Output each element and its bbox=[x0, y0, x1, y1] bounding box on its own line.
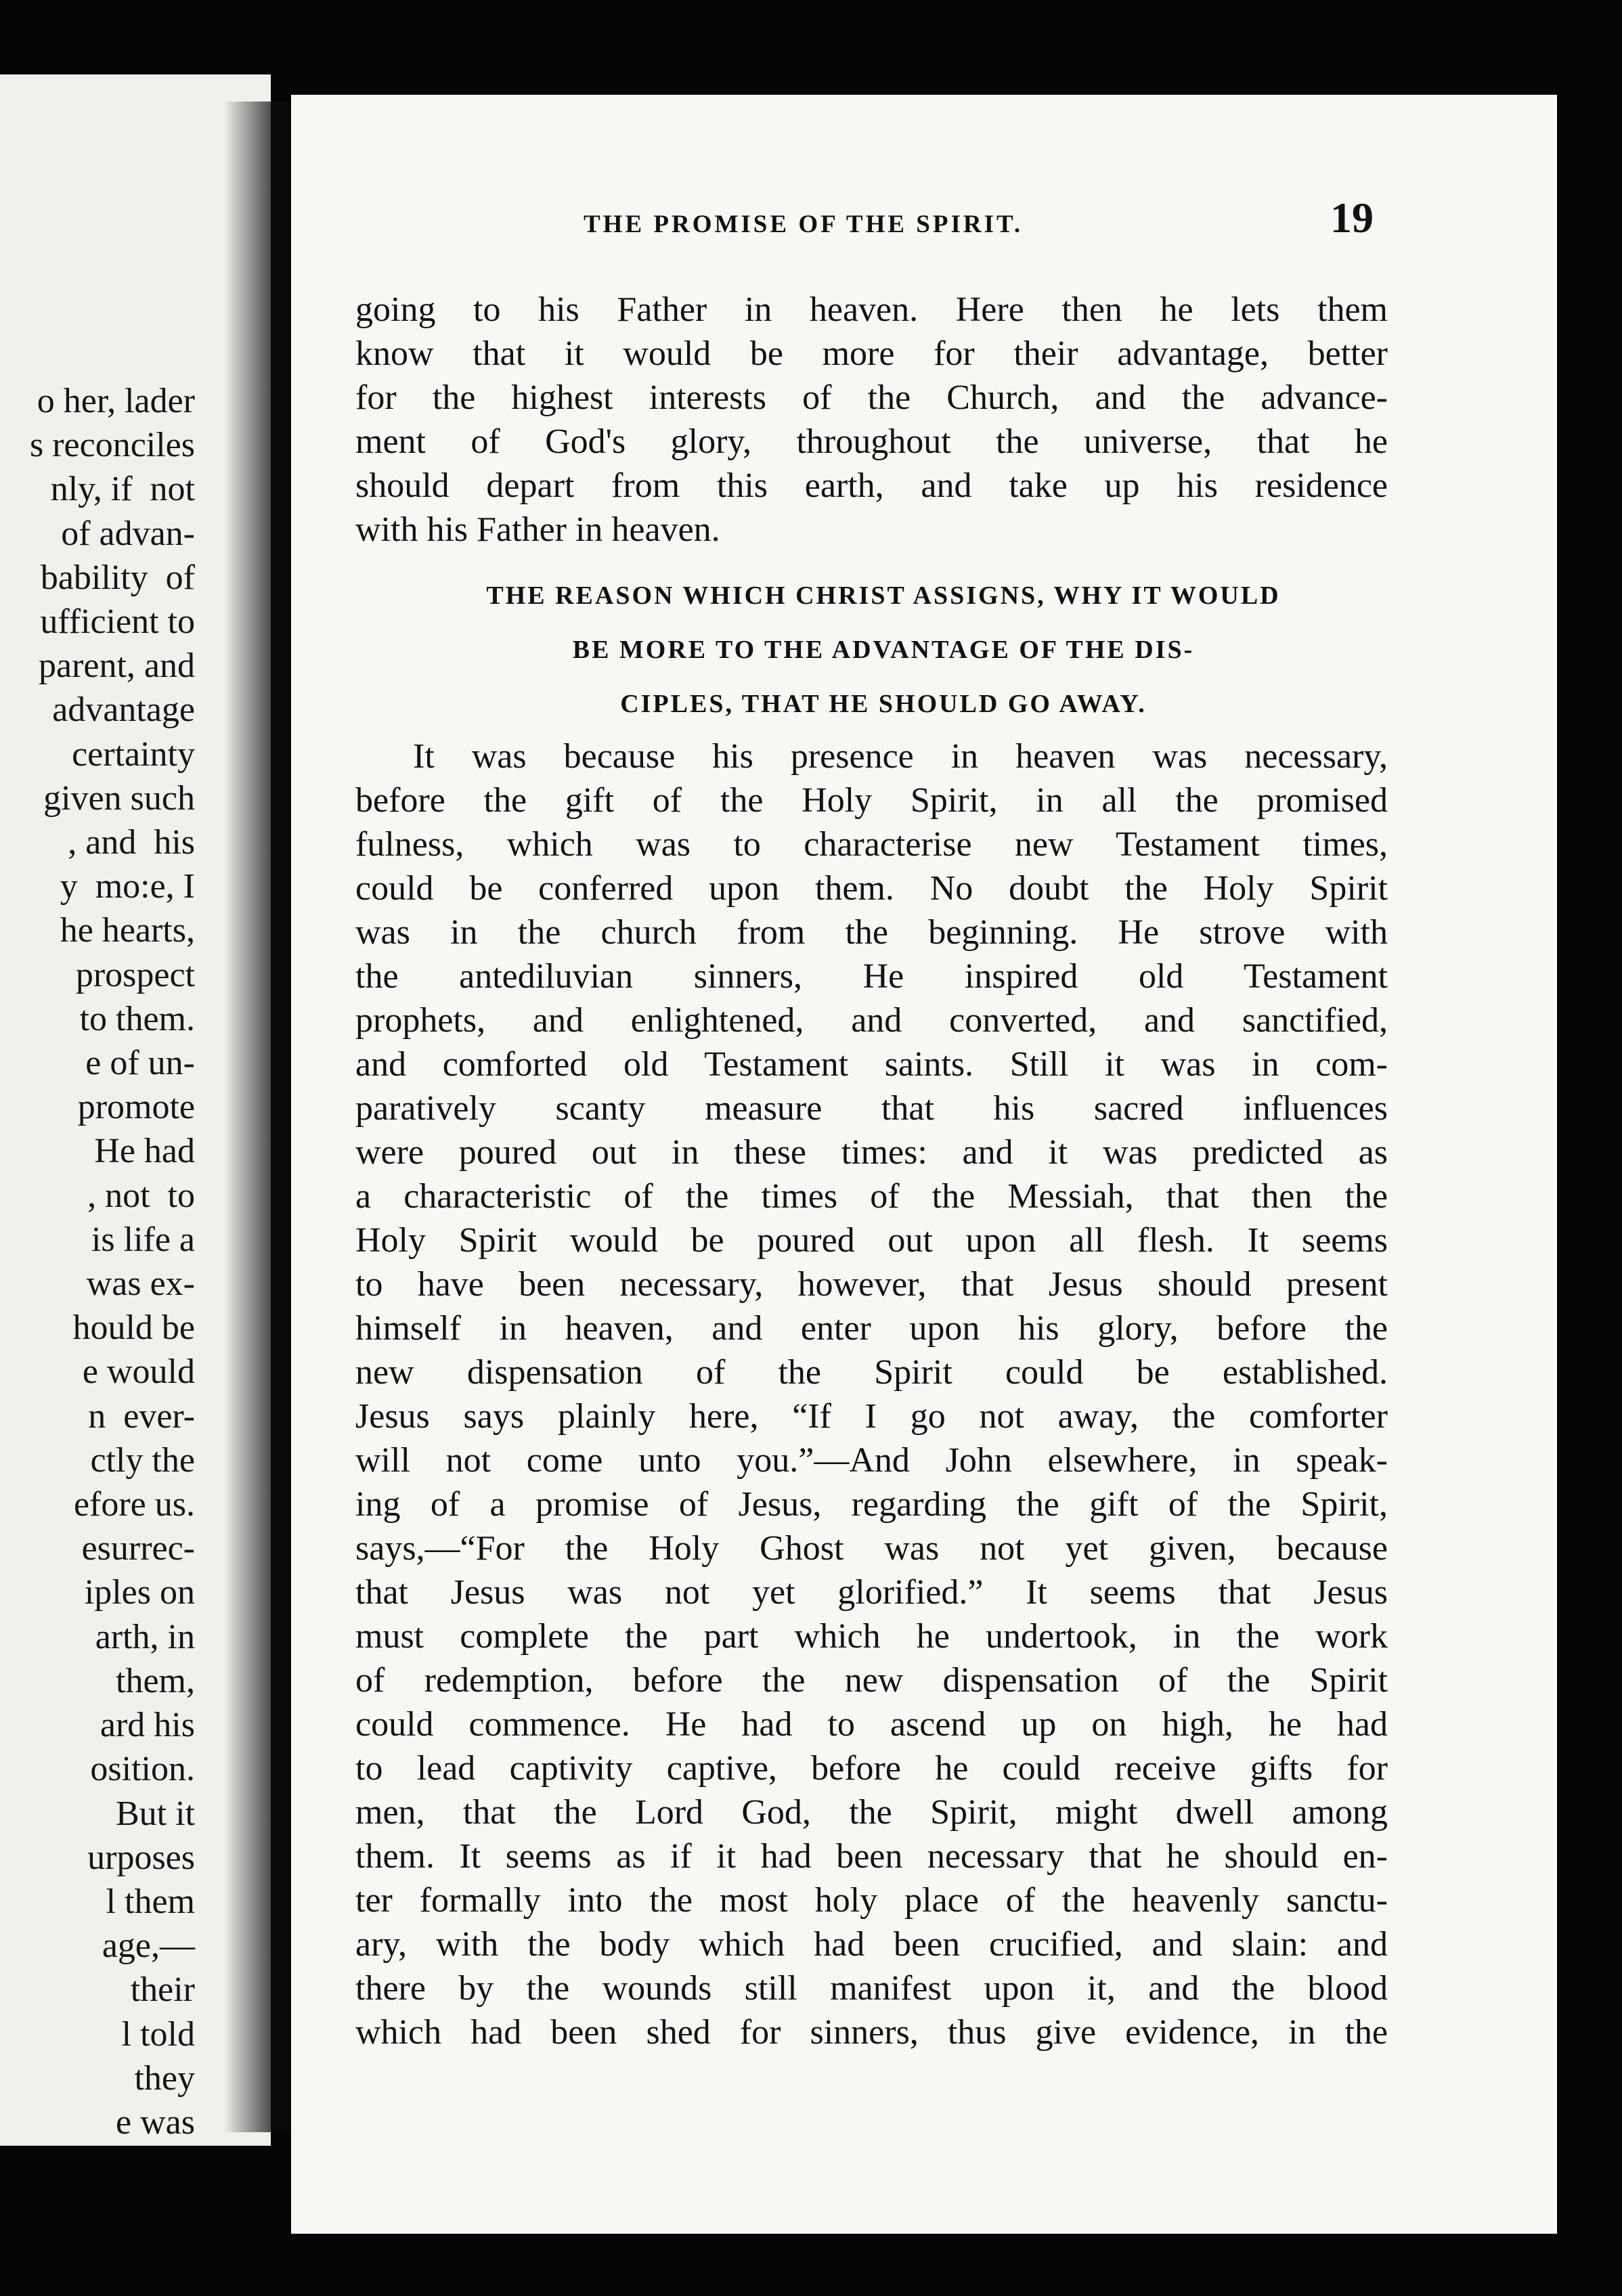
left-page-line: n ever- bbox=[88, 1396, 195, 1436]
left-page-line: they bbox=[134, 2058, 195, 2098]
text-line: will not come unto you.”—And John elsewhere, in speak- bbox=[355, 1441, 1388, 1480]
text-line: could be conferred upon them. No doubt the Holy Spirit bbox=[355, 869, 1388, 908]
text-line: there by the wounds still manifest upon it, and the blood bbox=[355, 1969, 1388, 2008]
text-line: It was because his presence in heaven was necessary, bbox=[413, 737, 1388, 776]
left-page-line: bability of bbox=[40, 558, 195, 597]
left-page-line: of advan- bbox=[61, 514, 195, 553]
text-line: fulness, which was to characterise new Testament times, bbox=[355, 825, 1388, 864]
text-line: which had been shed for sinners, thus give evidence, in the bbox=[355, 2013, 1388, 2052]
running-header: THE PROMISE OF THE SPIRIT. bbox=[584, 211, 1024, 238]
text-line: was in the church from the beginning. He strove with bbox=[355, 913, 1388, 952]
left-page-line: o her, lader bbox=[37, 382, 195, 420]
left-page-line: them, bbox=[116, 1661, 195, 1700]
text-line: ment of God's glory, throughout the universe, that he bbox=[355, 422, 1388, 461]
left-page-line: he hearts, bbox=[60, 911, 195, 950]
text-line: himself in heaven, and enter upon his glory, before the bbox=[355, 1309, 1388, 1348]
text-line: Holy Spirit would be poured out upon all flesh. It seems bbox=[355, 1221, 1388, 1260]
page-number: 19 bbox=[1330, 194, 1374, 242]
text-line: new dispensation of the Spirit could be established. bbox=[355, 1353, 1388, 1392]
text-line: with his Father in heaven. bbox=[355, 510, 720, 549]
text-line: ary, with the body which had been crucified, and slain: and bbox=[355, 1925, 1388, 1964]
text-line: ing of a promise of Jesus, regarding the gift of the Spirit, bbox=[355, 1485, 1388, 1524]
text-line: says,—“For the Holy Ghost was not yet given, because bbox=[355, 1529, 1388, 1568]
text-line: that Jesus was not yet glorified.” It seems that Jesus bbox=[355, 1573, 1388, 1612]
left-page-line: parent, and bbox=[38, 646, 195, 686]
left-page-line: e was bbox=[116, 2102, 195, 2142]
left-page-line: age,— bbox=[102, 1926, 195, 1966]
left-page-line: advantage bbox=[52, 690, 195, 730]
left-page-line: s reconciles bbox=[29, 426, 195, 465]
left-page-text bbox=[30, 379, 195, 2144]
text-line: know that it would be more for their advantage, better bbox=[355, 334, 1388, 373]
left-page-line: e would bbox=[82, 1352, 195, 1392]
left-page-line: ctly the bbox=[90, 1440, 195, 1480]
left-page-line: , not to bbox=[87, 1176, 195, 1215]
left-page-line: esurrec- bbox=[81, 1529, 195, 1568]
left-page-line: certainty bbox=[72, 734, 195, 774]
book-gutter-shadow bbox=[223, 102, 291, 2132]
left-page-line: ufficient to bbox=[40, 602, 195, 642]
text-line: for the highest interests of the Church, and the advance- bbox=[355, 378, 1388, 417]
left-page-line: urposes bbox=[87, 1838, 195, 1877]
left-page-line: given such bbox=[43, 778, 195, 818]
left-page-line: e of un- bbox=[85, 1044, 195, 1083]
left-page-line: But it bbox=[115, 1794, 195, 1833]
text-line: paratively scanty measure that his sacred influences bbox=[355, 1089, 1388, 1128]
left-page-line: promote bbox=[77, 1088, 195, 1127]
left-page-line: osition. bbox=[90, 1750, 195, 1789]
text-line: a characteristic of the times of the Messiah, that then the bbox=[355, 1177, 1388, 1216]
text-line: to lead captivity captive, before he could receive gifts for bbox=[355, 1749, 1388, 1788]
text-line: and comforted old Testament saints. Still it was in com- bbox=[355, 1045, 1388, 1084]
section-heading-line: BE MORE TO THE ADVANTAGE OF THE DIS- bbox=[572, 636, 1195, 664]
text-line: before the gift of the Holy Spirit, in all the promised bbox=[355, 781, 1388, 820]
text-line: must complete the part which he undertook, in the work bbox=[355, 1617, 1388, 1656]
left-page-line: l told bbox=[121, 2014, 195, 2054]
left-page-line: , and his bbox=[68, 823, 195, 862]
text-line: should depart from this earth, and take up his residence bbox=[355, 466, 1388, 505]
left-page-line: ard his bbox=[100, 1706, 195, 1745]
left-page-line: efore us. bbox=[73, 1485, 195, 1524]
text-line: of redemption, before the new dispensation of the Spirit bbox=[355, 1661, 1388, 1700]
left-page-line: prospect bbox=[75, 955, 195, 994]
text-line: them. It seems as if it had been necessary that he should en- bbox=[355, 1837, 1388, 1876]
left-page-line: He had bbox=[94, 1132, 195, 1171]
text-line: prophets, and enlightened, and converted, and sanctified, bbox=[355, 1001, 1388, 1040]
left-page-line: hould be bbox=[72, 1308, 195, 1348]
text-line: to have been necessary, however, that Jesus should present bbox=[355, 1265, 1388, 1304]
left-page-line: l them bbox=[106, 1882, 195, 1921]
paragraph-2 bbox=[355, 734, 1388, 2054]
text-line: the antediluvian sinners, He inspired old Testament bbox=[355, 957, 1388, 996]
left-page-line: iples on bbox=[84, 1573, 195, 1612]
section-heading-line: THE REASON WHICH CHRIST ASSIGNS, WHY IT WOULD bbox=[486, 581, 1281, 610]
left-page-line: is life a bbox=[91, 1220, 195, 1259]
text-line: could commence. He had to ascend up on high, he had bbox=[355, 1705, 1388, 1744]
section-heading bbox=[379, 569, 1388, 731]
left-page-line: y mo:e, I bbox=[60, 867, 195, 906]
left-page-line: to them. bbox=[79, 999, 195, 1038]
text-line: ter formally into the most holy place of the heavenly sanctu- bbox=[355, 1881, 1388, 1920]
left-page-line: nly, if not bbox=[50, 470, 195, 509]
text-line: Jesus says plainly here, “If I go not away, the comforter bbox=[355, 1397, 1388, 1436]
left-page-line: arth, in bbox=[95, 1617, 195, 1656]
text-line: were poured out in these times: and it was predicted as bbox=[355, 1133, 1388, 1172]
section-heading-line: CIPLES, THAT HE SHOULD GO AWAY. bbox=[620, 690, 1147, 718]
left-page-line: was ex- bbox=[86, 1264, 195, 1304]
paragraph-1 bbox=[355, 288, 1388, 552]
left-page-line: their bbox=[130, 1970, 195, 2010]
text-line: going to his Father in heaven. Here then he lets them bbox=[355, 290, 1388, 329]
text-line: men, that the Lord God, the Spirit, might dwell among bbox=[355, 1793, 1388, 1832]
